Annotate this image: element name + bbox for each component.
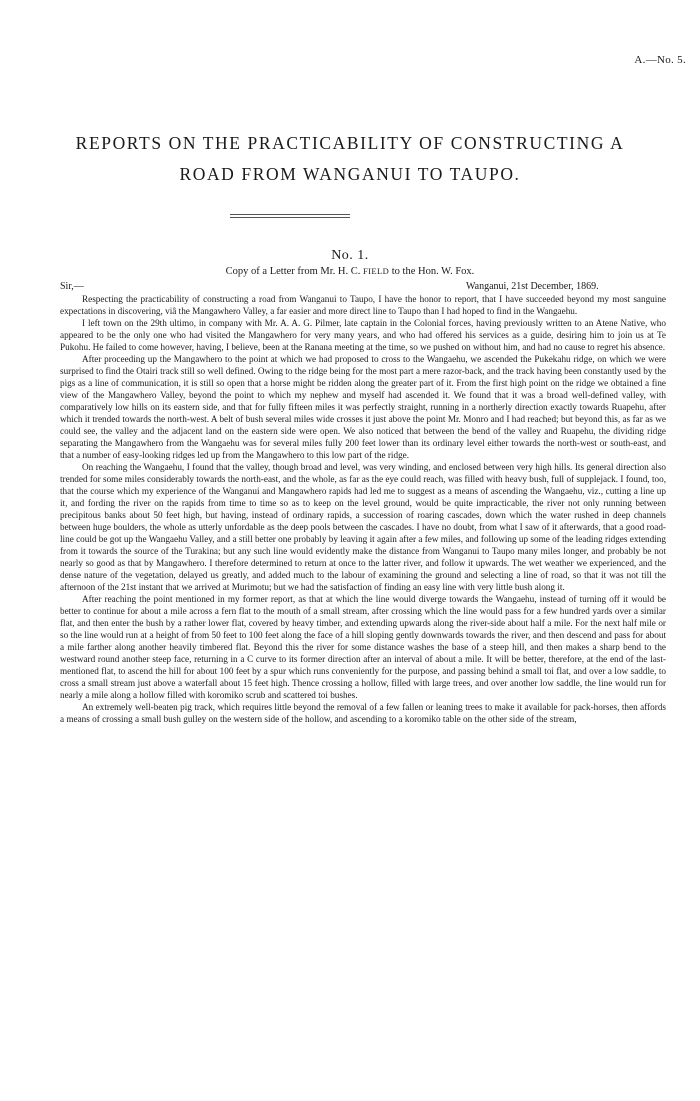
report-title [0,128,700,190]
paragraph: After proceeding up the Mangawhero to the point at which we had proposed to cross to the Wangaehu, we ascended the Pukekahu ridge, on which we were surprised to find the Otairi track still so well defined. Owing to the ridge being for the most part a mere razor-back, and the track having been constantly used by the pigs as a line of communication, it is still so open that a horse might be ridden along the greater part of it. From the first high point on the ridge we obtained a fine view of the Mangawhero Valley, beyond the point to which my nephew and myself had ascended it. We found that it was a broad well-defined valley, with comparatively low hills on its eastern side, and that for fully fifteen miles it was perfectly straight, running in a northerly direction exactly towards Ruapehu, after which it trended towards the north-west. A belt of bush several miles wide crosses it just above the point Mr. Monro and I had reached; but beyond this, as far as we could see, the valley and the adjacent land on the eastern side were open. We also noticed that between the bend of the valley and Ruapehu, the dividing ridge separating the Mangawhero from the Wangaehu was for several miles fully 200 feet lower than its ordinary level either towards the north-west or south-east, and that a number of easy-looking ridges led up from the Mangawhero to this low part of the ridge. [60,354,666,460]
caption-prefix: Copy of a Letter from Mr. H. C. [225,266,364,277]
letter-number: No. 1. [331,248,369,263]
paragraph: Respecting the practicability of constructing a road from Wanganui to Taupo, I have the honor to report, that I have succeeded beyond my most sanguine expectations in discovering, viâ the Mangawhero Valley, a far easier and more direct line to Taupo than I had hoped to find in the Wangaehu. [60,294,666,316]
paragraph: An extremely well-beaten pig track, which requires little beyond the removal of a few fallen or leaning trees to make it available for pack-horses, then affords a means of crossing a small bush gulley on the western side of the hollow, and ascending to a koromiko table on the other side of the stream, [60,702,666,724]
paragraph: After reaching the point mentioned in my former report, as that at which the line would diverge towards the Wangaehu, instead of turning off it would be better to continue for about a mile across a fern flat to the mouth of a small stream, after crossing which the line would pass for a few hundred yards over a similar flat, and then enter the bush by a rather lower flat, covered by heavy timber, and extending upwards along the river-side about half a mile. For the next half mile or so the line would run at a height of from 50 feet to 100 feet along the face of a hill sloping gently downwards towards the river, and then descend and pass for about a mile farther along another heavily timbered flat. Beyond this the river for some distance washes the base of a steep hill, and then makes a sharp bend to the westward round another steep face, returning in a C curve to its former direction after an interval of about a mile. It will be better, therefore, at the end of the last-mentioned flat, to ascend the hill for about 100 feet by a spur which runs conveniently for the purpose, and passing behind a small toi flat, and over a low saddle, to cross a small stream just above a waterfall about 15 feet high. Thence crossing a hollow, filled with large trees, and over another low saddle, the line would run for nearly a mile along a hollow filled with koromiko scrub and scattered toi bushes. [60,594,666,700]
page-reference: A.—No. 5. [634,54,686,66]
letter-body [60,293,666,725]
letter-caption [0,266,700,277]
paragraph: I left town on the 29th ultimo, in company with Mr. A. A. G. Pilmer, late captain in the Colonial forces, having previously written to an Atene Native, who appeared to be the only one who had visited the Mangawhero for very many years, and who had offered his services as a guide, desiring him to join us at Te Pukohu. He failed to come however, having, I believe, been at the Ranana meeting at the time, so we pushed on without him, and had no cause to regret his absence. [60,318,666,352]
paragraph: On reaching the Wangaehu, I found that the valley, though broad and level, was very winding, and enclosed between very high hills. Its general direction also trended for some miles considerably towards the north-east, and the whole, as far as the eye could reach, was filled with heavy bush, full of supplejack. I found, too, that the course which my experience of the Wanganui and Mangawhero rapids had led me to suggest as a means of ascending the Wangaehu, viz., cutting a line up it, and fording the river on the rapids from time to time so as to keep on the level ground, would be quite impracticable, the river not only running between precipitous banks about 50 feet high, but having, instead of ordinary rapids, a succession of roaring cascades, down which the water rushed in deep channels between huge boulders, the whole as utterly unfordable as the deep pools between the cascades. I have no doubt, from what I saw of it afterwards, that a good road-line could be got up the Wangaehu Valley, and a still better one probably by leaving it again after a few miles, and following up some of the leading ridges extending from it towards the source of the Turakina; but any such line would evidently make the distance from Wanganui to Taupo many miles longer, and probably be not nearly so good as that by Mangawhero. I therefore determined to return at once to the latter river, and follow it upwards. The wet weather we experienced, and the dense nature of the vegetation, delayed us greatly, and added much to the labour of examining the ground and selecting a line of road, so that it was not till the afternoon of the 21st instant that we arrived at Murimotu; but we had the satisfaction of finding an easy line with very little bush along it. [60,462,666,592]
title-line-2: ROAD FROM WANGANUI TO TAUPO. [179,164,521,184]
title-line-1: REPORTS ON THE PRACTICABILITY OF CONSTRUCTING A [75,133,625,153]
dateline: Wanganui, 21st December, 1869. [466,281,599,292]
caption-suffix: to the Hon. W. Fox. [389,266,475,277]
salutation: Sir,— [60,281,84,292]
caption-name-field: FIELD [363,266,390,276]
title-divider [230,214,350,218]
